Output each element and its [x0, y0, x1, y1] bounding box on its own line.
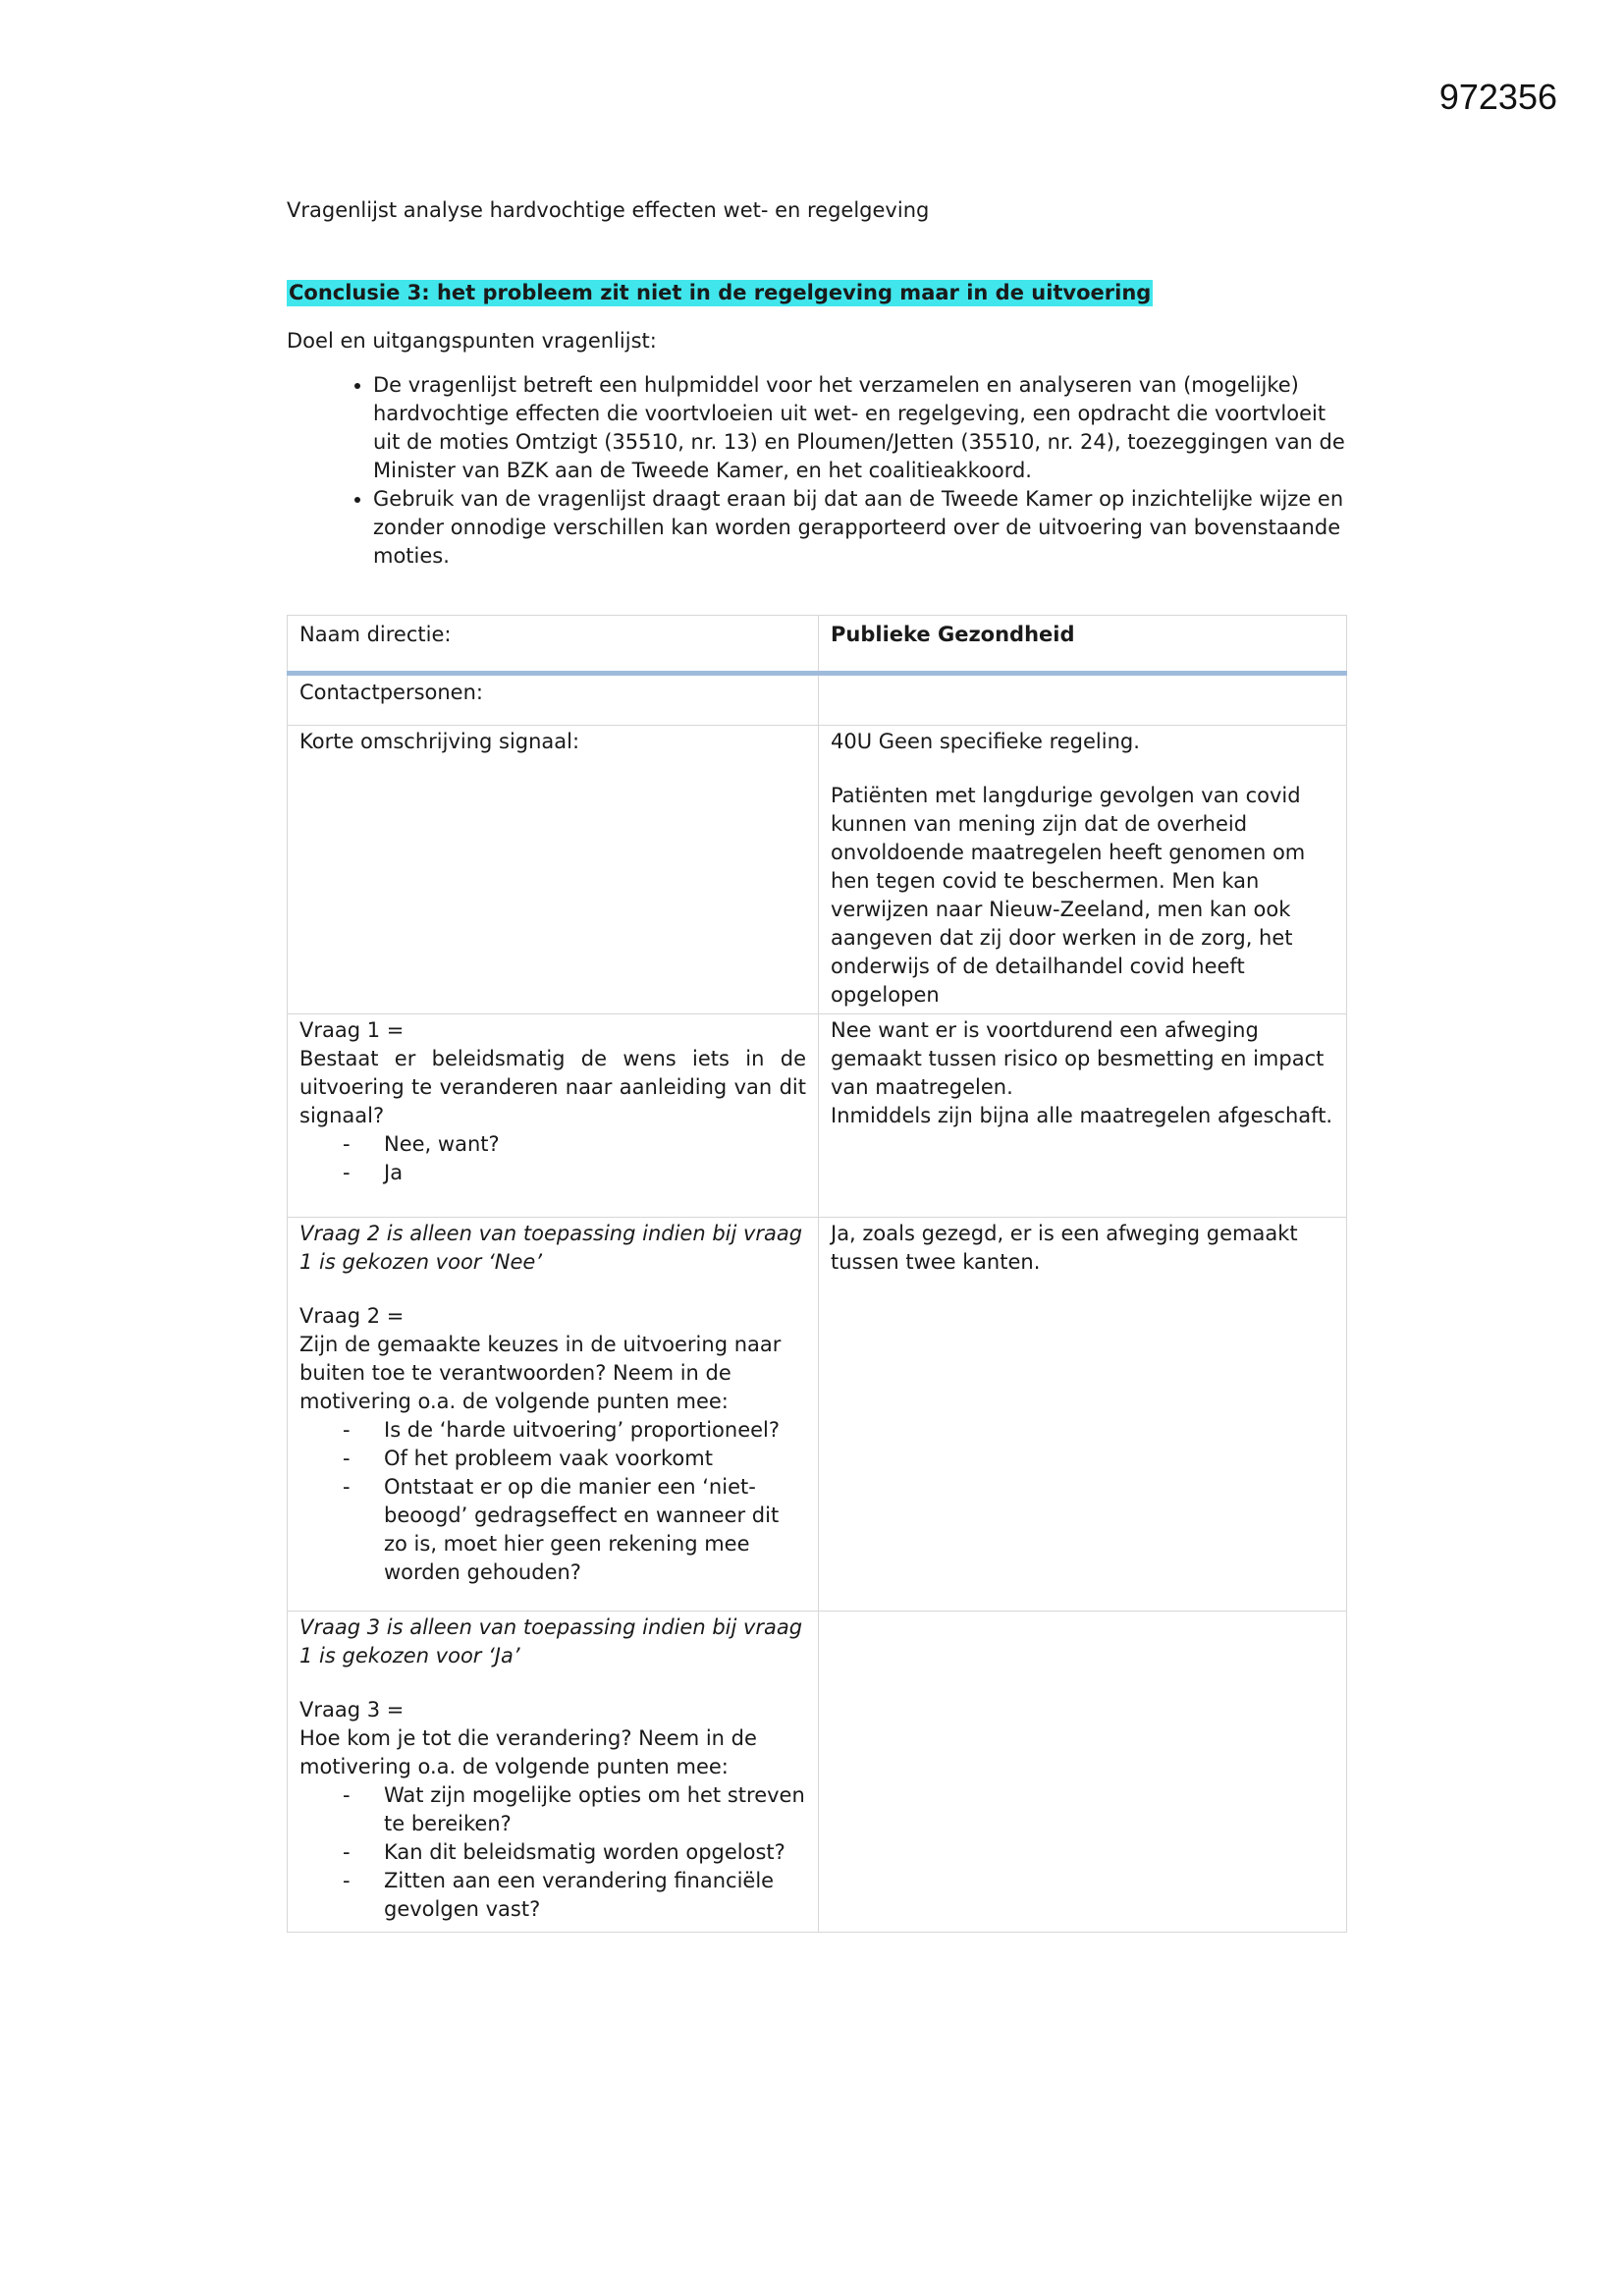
point-item: - Kan dit beleidsmatig worden opgelost?	[299, 1838, 806, 1867]
question-2-note: Vraag 2 is alleen van toepassing indien bij vraag 1 is gekozen voor ‘Nee’	[299, 1222, 803, 1274]
question-3-text: Hoe kom je tot die verandering? Neem in de motivering o.a. de volgende punten mee:	[299, 1726, 757, 1778]
contact-value	[819, 674, 1347, 726]
question-1-cell	[288, 1014, 819, 1218]
question-3-title: Vraag 3 =	[299, 1698, 405, 1722]
question-3-points	[299, 1781, 806, 1924]
point-item: - Is de ‘harde uitvoering’ proportioneel?	[299, 1416, 806, 1445]
document-number: 972356	[1438, 77, 1557, 117]
contact-label: Contactpersonen:	[288, 674, 819, 726]
point-item: - Wat zijn mogelijke opties om het streven te bereiken?	[299, 1781, 806, 1838]
directie-label: Naam directie:	[288, 616, 819, 674]
question-2-points	[299, 1416, 806, 1587]
table-row	[288, 726, 1347, 1014]
answer-1-note: Inmiddels zijn bijna alle maatregelen afgeschaft.	[831, 1104, 1333, 1127]
table-row	[288, 1218, 1347, 1612]
point-item: - Of het probleem vaak voorkomt	[299, 1445, 806, 1473]
question-1-options	[299, 1130, 806, 1187]
question-2-cell	[288, 1218, 819, 1612]
signal-cell	[819, 726, 1347, 1014]
answer-3-cell	[819, 1612, 1347, 1933]
question-1-text: Bestaat er beleidsmatig de wens iets in de uitvoering te veranderen naar aanleiding van dit signaal?	[299, 1047, 806, 1127]
question-3-cell	[288, 1612, 819, 1933]
option-item: - Nee, want?	[299, 1130, 806, 1159]
intro-text: Doel en uitgangspunten vragenlijst:	[287, 329, 657, 353]
table-row	[288, 1612, 1347, 1933]
intro-point: • Gebruik van de vragenlijst draagt eraan bij dat aan de Tweede Kamer op inzichtelijke wijze en zonder onnodige verschillen kan worden gerapporteerd over de uitvoering van bovenstaande moties.	[373, 485, 1347, 571]
point-item: - Ontstaat er op die manier een ‘niet-beoogd’ gedragseffect en wanneer dit zo is, moet hier geen rekening mee worden gehouden?	[299, 1473, 806, 1587]
document-page	[287, 196, 1347, 1933]
answer-1-cell	[819, 1014, 1347, 1218]
document-title: Vragenlijst analyse hardvochtige effecten wet- en regelgeving	[287, 198, 930, 222]
signal-code: 40U Geen specifieke regeling.	[831, 730, 1140, 753]
conclusion-heading: Conclusie 3: het probleem zit niet in de regelgeving maar in de uitvoering	[289, 281, 1152, 304]
signal-table	[287, 615, 1347, 1933]
table-row	[288, 616, 1347, 674]
intro-points	[287, 371, 1347, 571]
table-row	[288, 674, 1347, 726]
question-2-title: Vraag 2 =	[299, 1304, 405, 1328]
directie-value: Publieke Gezondheid	[819, 616, 1347, 674]
signal-description: Patiënten met langdurige gevolgen van covid kunnen van mening zijn dat de overheid onvoldoende maatregelen heeft genomen om hen tegen covid te beschermen. Men kan verwijzen naar Nieuw-Zeeland, men kan ook aangeven dat zij door werken in de zorg, het onderwijs of de detailhandel covid heeft opgelopen	[831, 784, 1306, 1007]
point-item: - Zitten aan een verandering financiële gevolgen vast?	[299, 1867, 806, 1924]
option-item: - Ja	[299, 1159, 806, 1187]
intro-point: • De vragenlijst betreft een hulpmiddel voor het verzamelen en analyseren van (mogelijke) hardvochtige effecten die voortvloeien uit wet- en regelgeving, een opdracht die voortvloeit uit de moties Omtzigt (35510, nr. 13) en Ploumen/Jetten (35510, nr. 24), toezeggingen van de Minister van BZK aan de Tweede Kamer, en het coalitieakkoord.	[373, 371, 1347, 485]
answer-1-text: Nee want er is voortdurend een afweging gemaakt tussen risico op besmetting en impact van maatregelen.	[831, 1018, 1325, 1099]
answer-2-cell: Ja, zoals gezegd, er is een afweging gemaakt tussen twee kanten.	[819, 1218, 1347, 1612]
question-3-note: Vraag 3 is alleen van toepassing indien bij vraag 1 is gekozen voor ‘Ja’	[299, 1615, 803, 1667]
signal-label: Korte omschrijving signaal:	[288, 726, 819, 1014]
question-1-title: Vraag 1 =	[299, 1018, 405, 1042]
question-2-text: Zijn de gemaakte keuzes in de uitvoering naar buiten toe te verantwoorden? Neem in de motivering o.a. de volgende punten mee:	[299, 1333, 782, 1413]
table-row	[288, 1014, 1347, 1218]
